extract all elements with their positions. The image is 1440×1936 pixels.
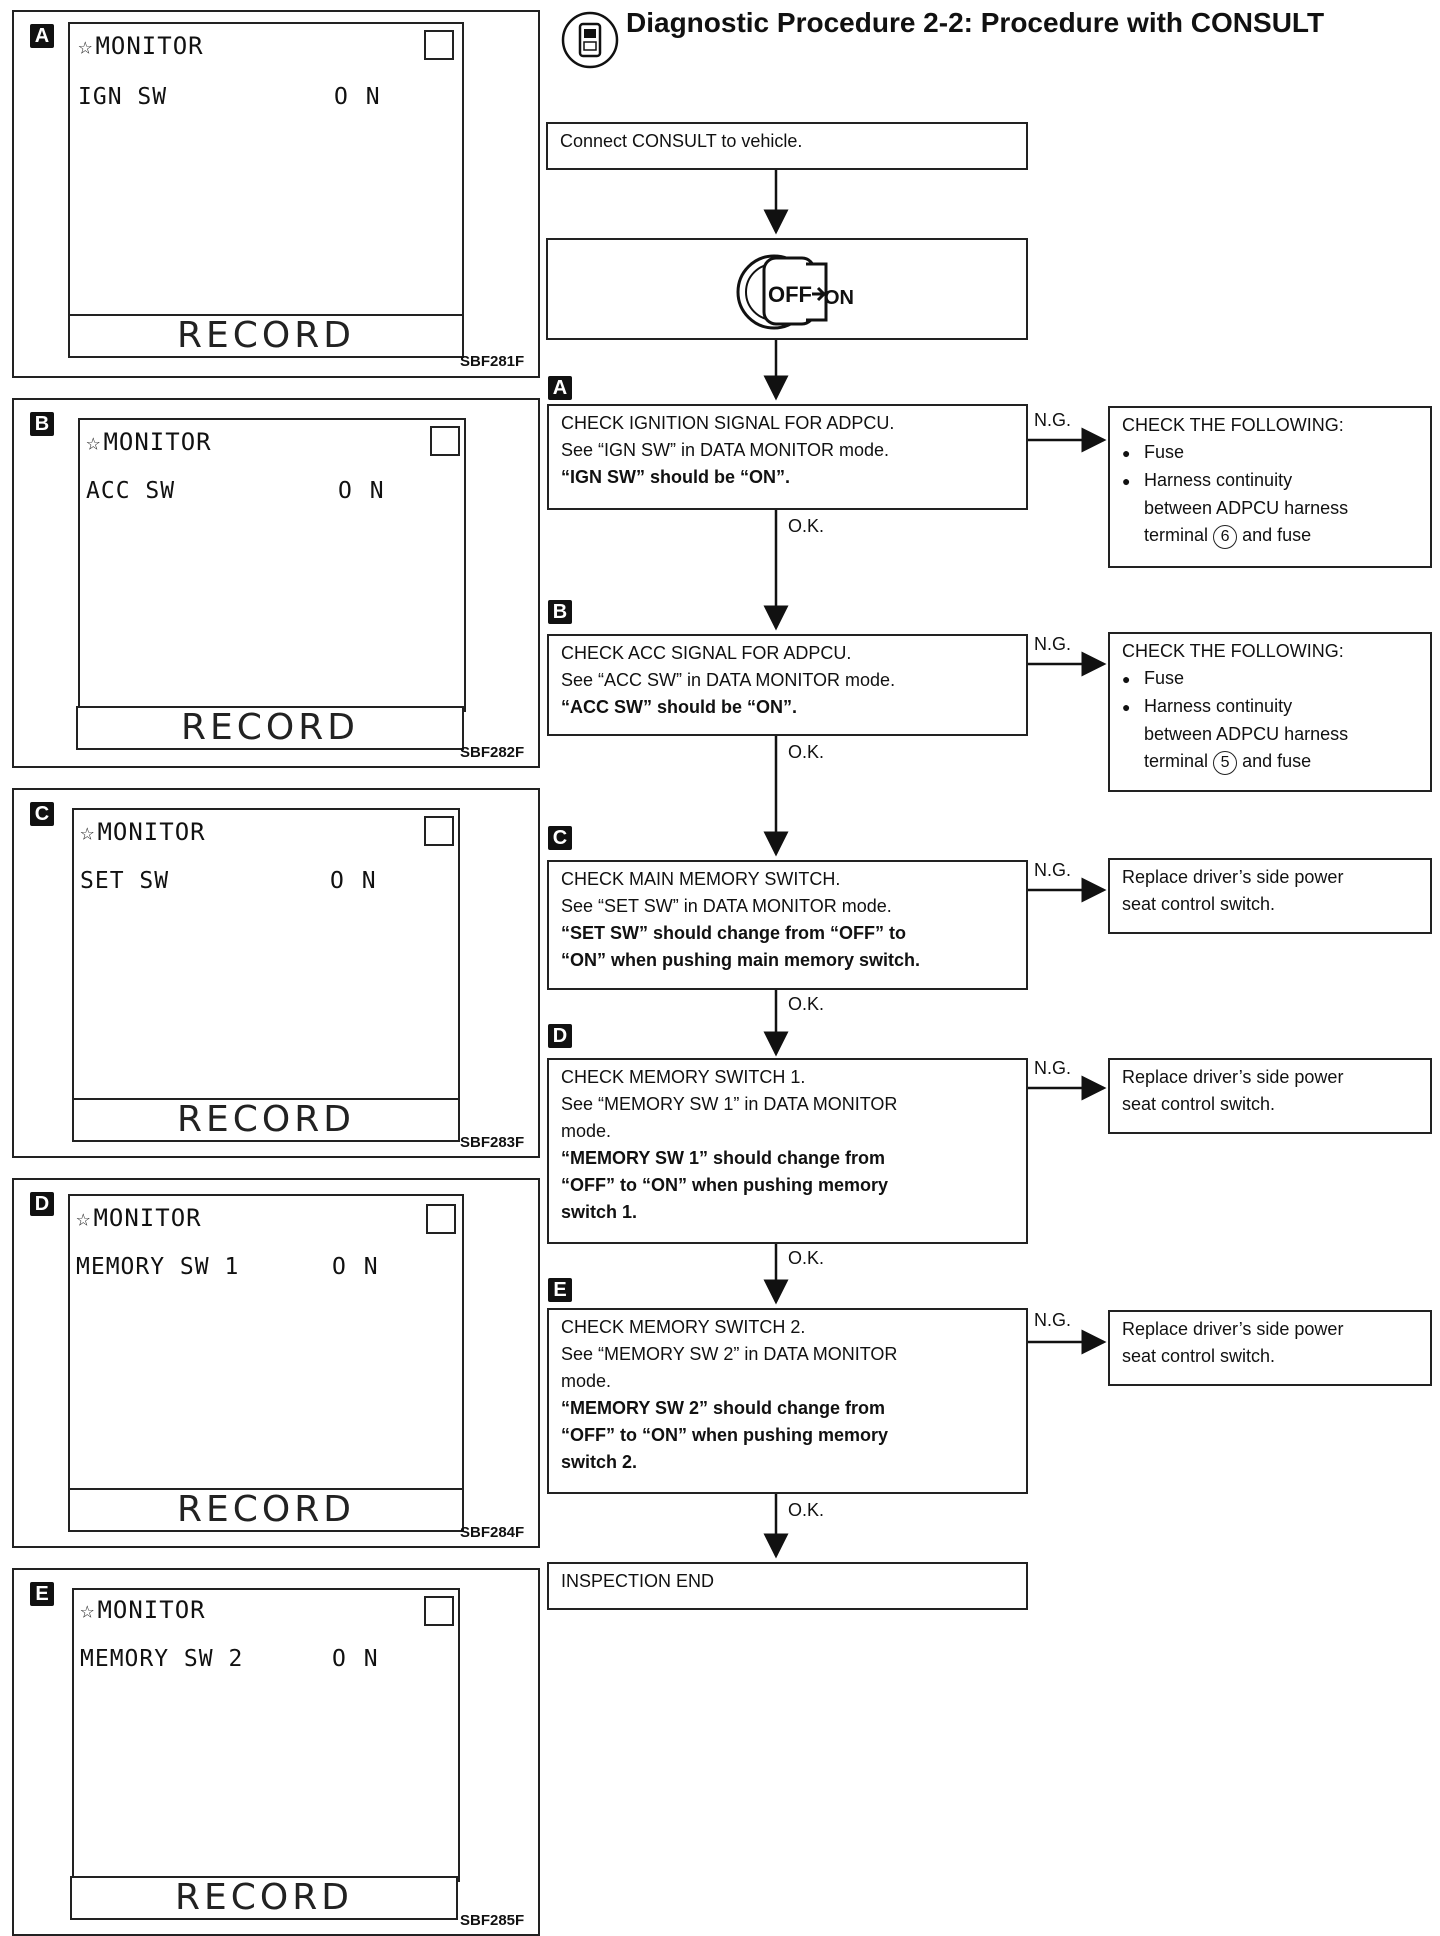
ng-label: N.G. bbox=[1034, 634, 1072, 654]
step-letter: A bbox=[548, 376, 572, 400]
ng-label: N.G. bbox=[1034, 410, 1072, 430]
check-line: See “IGN SW” in DATA MONITOR mode. bbox=[561, 440, 890, 460]
ng-heading: CHECK THE FOLLOWING: bbox=[1122, 641, 1344, 661]
check-bold-line: “IGN SW” should be “ON”. bbox=[561, 467, 790, 487]
ng-bullet: ● Harness continuity bbox=[1122, 693, 1418, 721]
ng-box-a bbox=[1108, 406, 1432, 568]
ng-bullet: ● Fuse bbox=[1122, 665, 1418, 693]
check-bold-line: “ACC SW” should be “ON”. bbox=[561, 697, 797, 717]
step-letter: E bbox=[548, 1278, 572, 1302]
record-button[interactable]: RECORD bbox=[68, 314, 464, 358]
terminal-number: 5 bbox=[1213, 751, 1237, 775]
monitor-item-label: MEMORY SW 1 bbox=[76, 1254, 240, 1280]
check-bold-line: “ON” when pushing main memory switch. bbox=[561, 950, 921, 970]
check-box-b bbox=[547, 634, 1028, 736]
ok-label: O.K. bbox=[788, 994, 825, 1014]
star-icon: ☆ bbox=[80, 818, 96, 846]
ignition-key-icon bbox=[730, 244, 860, 336]
check-line: See “ACC SW” in DATA MONITOR mode. bbox=[561, 670, 896, 690]
figure-code: SBF284F bbox=[460, 1524, 525, 1541]
ok-label: O.K. bbox=[788, 742, 825, 762]
page-title: Diagnostic Procedure 2-2: Procedure with CONSULT bbox=[626, 7, 1325, 38]
monitor-item-value: O N bbox=[330, 868, 378, 894]
ok-label: O.K. bbox=[788, 516, 825, 536]
svg-text:ON: ON bbox=[824, 287, 854, 309]
monitor-header: ☆MONITOR bbox=[86, 428, 212, 456]
check-bold-line: “MEMORY SW 2” should change from bbox=[561, 1398, 886, 1418]
panel-letter: B bbox=[30, 412, 54, 436]
flow-end-box: INSPECTION END bbox=[547, 1562, 1028, 1610]
check-bold-line: “OFF” to “ON” when pushing memory bbox=[561, 1425, 889, 1445]
check-box-c bbox=[547, 860, 1028, 990]
ng-bullet: ● Fuse bbox=[1122, 439, 1418, 467]
monitor-item-value: O N bbox=[334, 84, 382, 110]
check-line: See “MEMORY SW 2” in DATA MONITOR bbox=[561, 1344, 898, 1364]
ok-label: O.K. bbox=[788, 1248, 825, 1268]
check-line: CHECK MAIN MEMORY SWITCH. bbox=[561, 869, 841, 889]
check-line: mode. bbox=[561, 1121, 612, 1141]
flow-start-box: Connect CONSULT to vehicle. bbox=[546, 122, 1028, 170]
ng-box-c bbox=[1108, 858, 1432, 934]
panel-letter: D bbox=[30, 1192, 54, 1216]
monitor-header: ☆MONITOR bbox=[80, 1596, 206, 1624]
monitor-item-value: O N bbox=[338, 478, 386, 504]
check-bold-line: “MEMORY SW 1” should change from bbox=[561, 1148, 886, 1168]
ng-line: seat control switch. bbox=[1122, 1094, 1276, 1114]
step-letter: B bbox=[548, 600, 572, 624]
ng-bullet: ● Harness continuity bbox=[1122, 467, 1418, 495]
ng-line: seat control switch. bbox=[1122, 1346, 1276, 1366]
check-line: CHECK MEMORY SWITCH 2. bbox=[561, 1317, 806, 1337]
ng-line: seat control switch. bbox=[1122, 894, 1276, 914]
record-button[interactable]: RECORD bbox=[76, 706, 464, 750]
ng-line: Replace driver’s side power bbox=[1122, 867, 1344, 887]
ng-terminal-line: terminal 6 and fuse bbox=[1122, 522, 1418, 549]
figure-code: SBF283F bbox=[460, 1134, 525, 1151]
monitor-header: ☆MONITOR bbox=[76, 1204, 202, 1232]
check-bold-line: switch 1. bbox=[561, 1202, 638, 1222]
ng-line: Replace driver’s side power bbox=[1122, 1067, 1344, 1087]
star-icon: ☆ bbox=[78, 32, 94, 60]
check-bold-line: switch 2. bbox=[561, 1452, 638, 1472]
ng-line: between ADPCU harness bbox=[1144, 498, 1349, 518]
check-box-d bbox=[547, 1058, 1028, 1244]
terminal-number: 6 bbox=[1213, 525, 1237, 549]
ng-box-d bbox=[1108, 1058, 1432, 1134]
check-line: CHECK IGNITION SIGNAL FOR ADPCU. bbox=[561, 413, 895, 433]
monitor-item-label: IGN SW bbox=[78, 84, 168, 110]
monitor-item-value: O N bbox=[332, 1646, 380, 1672]
monitor-header: ☆MONITOR bbox=[80, 818, 206, 846]
ok-label: O.K. bbox=[788, 1500, 825, 1520]
check-bold-line: “SET SW” should change from “OFF” to bbox=[561, 923, 906, 943]
figure-code: SBF281F bbox=[460, 353, 525, 370]
star-icon: ☆ bbox=[80, 1596, 96, 1624]
monitor-item-value: O N bbox=[332, 1254, 380, 1280]
figure-code: SBF285F bbox=[460, 1912, 525, 1929]
ng-line: between ADPCU harness bbox=[1144, 724, 1349, 744]
check-line: CHECK MEMORY SWITCH 1. bbox=[561, 1067, 806, 1087]
ng-terminal-line: terminal 5 and fuse bbox=[1122, 748, 1418, 775]
step-letter: D bbox=[548, 1024, 572, 1048]
monitor-item-label: ACC SW bbox=[86, 478, 176, 504]
record-button[interactable]: RECORD bbox=[72, 1098, 460, 1142]
check-bold-line: “OFF” to “ON” when pushing memory bbox=[561, 1175, 889, 1195]
ng-heading: CHECK THE FOLLOWING: bbox=[1122, 415, 1344, 435]
star-icon: ☆ bbox=[76, 1204, 92, 1232]
check-box-a bbox=[547, 404, 1028, 510]
monitor-item-label: SET SW bbox=[80, 868, 170, 894]
ng-label: N.G. bbox=[1034, 1310, 1072, 1330]
record-button[interactable]: RECORD bbox=[68, 1488, 464, 1532]
ignition-switch-box bbox=[546, 238, 1028, 340]
check-line: See “MEMORY SW 1” in DATA MONITOR bbox=[561, 1094, 898, 1114]
svg-text:OFF: OFF bbox=[768, 282, 812, 307]
ng-box-b bbox=[1108, 632, 1432, 792]
step-letter: C bbox=[548, 826, 572, 850]
ng-line: Replace driver’s side power bbox=[1122, 1319, 1344, 1339]
check-line: mode. bbox=[561, 1371, 612, 1391]
ng-label: N.G. bbox=[1034, 860, 1072, 880]
panel-letter: E bbox=[30, 1582, 54, 1606]
check-line: CHECK ACC SIGNAL FOR ADPCU. bbox=[561, 643, 852, 663]
ng-box-e bbox=[1108, 1310, 1432, 1386]
star-icon: ☆ bbox=[86, 428, 102, 456]
panel-letter: A bbox=[30, 24, 54, 48]
check-line: See “SET SW” in DATA MONITOR mode. bbox=[561, 896, 892, 916]
monitor-header: ☆MONITOR bbox=[78, 32, 204, 60]
panel-letter: C bbox=[30, 802, 54, 826]
monitor-item-label: MEMORY SW 2 bbox=[80, 1646, 244, 1672]
ng-label: N.G. bbox=[1034, 1058, 1072, 1078]
record-button[interactable]: RECORD bbox=[70, 1876, 458, 1920]
figure-code: SBF282F bbox=[460, 744, 525, 761]
check-box-e bbox=[547, 1308, 1028, 1494]
